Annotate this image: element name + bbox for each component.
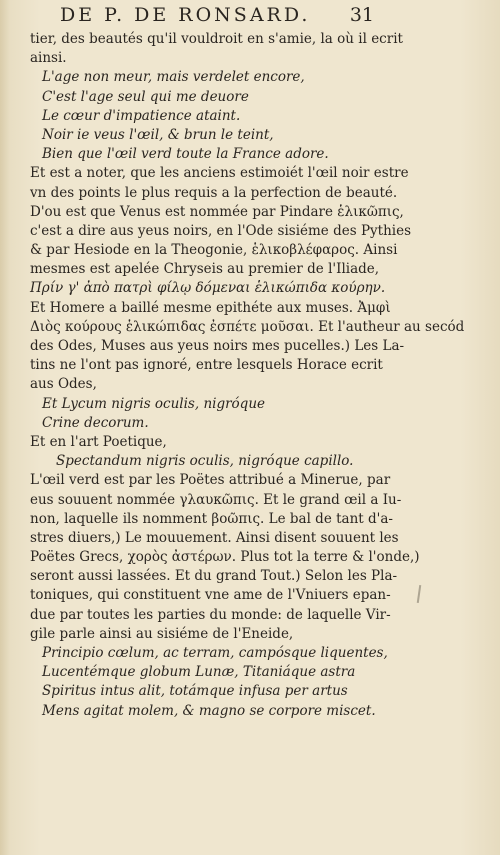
text-line: aus Odes,: [30, 376, 97, 393]
text-line: L'œil verd est par les Poëtes attribué a Minerue, par: [30, 472, 391, 489]
text-line: Διὸς κούρους ἑλικώπιδας ἐσπέτε μοῦσαι. Et l'autheur au secód: [30, 318, 465, 335]
text-line: ainsi.: [30, 50, 67, 67]
text-line: & par Hesiode en la Theogonie, ἑλικοβλέφαρος. Ainsi: [30, 242, 398, 259]
text-line: Et en l'art Poetique,: [30, 433, 167, 450]
margin-ink-mark: [417, 585, 421, 603]
text-line: Et est a noter, que les anciens estimoiét l'œil noir estre: [30, 165, 409, 182]
running-title: DE P. DE RONSARD.: [60, 4, 311, 26]
text-line: vn des points le plus requis a la perfection de beauté.: [30, 184, 398, 201]
latin-quote-line: Principio cœlum, ac terram, campósque liquentes,: [42, 645, 388, 661]
verse-line: Noir ie veus l'œil, & brun le teint,: [42, 126, 274, 143]
text-line: stres diuers,) Le mouuement. Ainsi disent souuent les: [30, 529, 399, 546]
verse-line: Le cœur d'impatience ataint.: [42, 107, 241, 124]
text-line: tins ne l'ont pas ignoré, entre lesquels Horace ecrit: [30, 357, 383, 374]
text-line: non, laquelle ils nomment βοῶπις. Le bal de tant d'a-: [30, 510, 393, 527]
latin-quote-line: Et Lycum nigris oculis, nigróque: [42, 395, 266, 412]
text-line: gile parle ainsi au sisiéme de l'Eneide,: [30, 625, 294, 642]
latin-quote-line: Mens agitat molem, & magno se corpore miscet.: [42, 702, 376, 719]
latin-quote-line: Crine decorum.: [42, 414, 149, 431]
latin-quote-line: Spiritus intus alit, totámque infusa per artus: [42, 683, 348, 700]
text-line: toniques, qui constituent vne ame de l'Vniuers epan-: [30, 587, 391, 604]
text-line: Poëtes Grecs, χορὸς ἀστέρων. Plus tot la terre & l'onde,): [30, 549, 420, 566]
text-line: tier, des beautés qu'il vouldroit en s'amie, la où il ecrit: [30, 31, 403, 47]
text-line: due par toutes les parties du monde: de laquelle Vir-: [30, 606, 391, 623]
verse-line: C'est l'age seul qui me deuore: [42, 88, 249, 105]
greek-quote-line: Πρίν γ' ἀπὸ πατρὶ φίλῳ δόμεναι ἑλικώπιδα κούρην.: [30, 280, 386, 297]
text-line: seront aussi lassées. Et du grand Tout.) Selon les Pla-: [30, 568, 398, 585]
commentary-text: [30, 30, 465, 721]
page-number: 31: [349, 4, 374, 26]
latin-quote-line: Lucentémque globum Lunæ, Titaniáque astra: [42, 664, 356, 681]
text-line: Et Homere a baillé mesme epithéte aux muses. Ἀμφὶ: [30, 299, 391, 316]
latin-quote-line: Spectandum nigris oculis, nigróque capillo.: [56, 453, 354, 470]
text-line: c'est a dire aus yeus noirs, en l'Ode sisiéme des Pythies: [30, 222, 412, 239]
text-line: mesmes est apelée Chryseis au premier de l'Iliade,: [30, 261, 380, 278]
text-line: des Odes, Muses aus yeus noirs mes pucelles.) Les La-: [30, 338, 405, 354]
text-line: eus souuent nommée γλαυκῶπις. Et le grand œil a Iu-: [30, 491, 402, 508]
verse-line: Bien que l'œil verd toute la France adore.: [42, 146, 329, 163]
verse-line: L'age non meur, mais verdelet encore,: [42, 69, 305, 86]
text-line: D'ou est que Venus est nommée par Pindare ἑλικῶπις,: [30, 203, 404, 220]
